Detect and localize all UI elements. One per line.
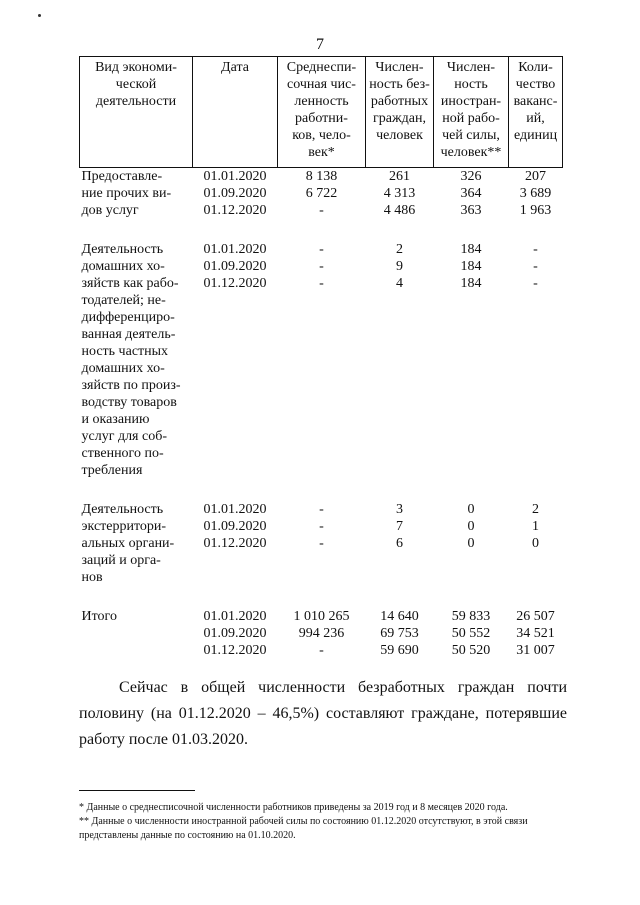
activity-line: дов услуг xyxy=(81,203,139,218)
header-line: человек** xyxy=(440,145,502,160)
unemployed-cell xyxy=(366,501,434,586)
header-line: граждан, xyxy=(373,111,426,126)
foreign-workforce-cell xyxy=(434,168,509,220)
value: 326 xyxy=(460,169,482,184)
value: 14 640 xyxy=(380,609,419,624)
table-row xyxy=(80,241,563,479)
activity-line: ственного по- xyxy=(81,446,164,461)
value: 1 963 xyxy=(519,203,552,218)
activity-line: дифференциро- xyxy=(81,310,175,325)
header-line: человек xyxy=(376,128,423,143)
value: 50 520 xyxy=(451,643,491,658)
value: - xyxy=(319,536,324,551)
group-spacer xyxy=(80,586,563,608)
value: 261 xyxy=(389,169,410,184)
header-line: ков, чело- xyxy=(292,128,351,143)
value: 0 xyxy=(467,502,475,517)
value: 0 xyxy=(467,519,475,534)
value: 2 xyxy=(532,502,539,517)
activity-line: Деятельность xyxy=(81,242,164,257)
value: 59 833 xyxy=(451,609,491,624)
header-line: Дата xyxy=(221,60,249,75)
foreign-workforce-cell xyxy=(434,501,509,586)
table-row xyxy=(80,501,563,586)
unemployed-cell xyxy=(366,241,434,479)
value: - xyxy=(319,519,324,534)
value: 01.09.2020 xyxy=(203,519,267,534)
value: 01.09.2020 xyxy=(203,259,267,274)
activity-line: и оказанию xyxy=(81,412,150,427)
value: 2 xyxy=(396,242,403,257)
header-line: Среднеспи- xyxy=(286,60,357,75)
vacancies-cell xyxy=(509,168,563,220)
header-line: ной рабо- xyxy=(442,111,500,126)
activity-line: экстерритори- xyxy=(81,519,167,534)
header-line: сочная чис- xyxy=(287,77,356,92)
date-cell xyxy=(193,241,278,479)
header-line: ческой xyxy=(115,77,157,92)
vacancies-cell xyxy=(509,608,563,659)
activity-line: тодателей; не- xyxy=(81,293,166,308)
value: 8 138 xyxy=(305,169,338,184)
table-body xyxy=(80,168,563,660)
value: 4 xyxy=(396,276,403,291)
value: 01.01.2020 xyxy=(203,502,267,517)
footnotes xyxy=(79,801,569,843)
value: - xyxy=(319,259,324,274)
foreign-workforce-cell xyxy=(434,241,509,479)
value: 6 xyxy=(396,536,403,551)
value: 01.12.2020 xyxy=(203,643,267,658)
activity-line: нов xyxy=(81,570,103,585)
footnote-1: * Данные о среднесписочной численности работников приведены за 2019 год и 8 месяцев 2020 года. xyxy=(79,802,508,813)
value: 01.12.2020 xyxy=(203,203,267,218)
value: 0 xyxy=(467,536,475,551)
value: 26 507 xyxy=(516,609,555,624)
avg-employees-cell xyxy=(278,241,366,479)
value: 363 xyxy=(460,203,482,218)
table-row xyxy=(80,168,563,220)
footnote-2: ** Данные о численности иностранной рабочей силы по состоянию 01.12.2020 отсутствуют, в этой связи представлены данные по состоянию на 01.10.2020. xyxy=(79,816,528,841)
value: 01.09.2020 xyxy=(203,186,267,201)
activity-line: ние прочих ви- xyxy=(81,186,172,201)
header-line: Коли- xyxy=(518,60,553,75)
header-avg-employees xyxy=(278,57,366,168)
header-unemployed xyxy=(366,57,434,168)
body-paragraph: Сейчас в общей численности безработных граждан почти половину (на 01.12.2020 – 46,5%) составляют граждане, потерявшие работу после 01.03.2020. xyxy=(79,679,567,748)
scan-speck xyxy=(38,14,41,17)
activity-line: требления xyxy=(81,463,143,478)
activity-line: водству товаров xyxy=(81,395,177,410)
activity-line: ность частных xyxy=(81,344,169,359)
value: 1 xyxy=(532,519,539,534)
value: 01.01.2020 xyxy=(203,169,267,184)
activity-line: Предоставле- xyxy=(81,169,163,184)
spacer-cell xyxy=(80,219,563,241)
activity-line: Деятельность xyxy=(81,502,164,517)
value: 184 xyxy=(460,276,482,291)
header-activity xyxy=(80,57,193,168)
value: 1 010 265 xyxy=(293,609,350,624)
header-line: век* xyxy=(308,145,335,160)
value: - xyxy=(533,276,538,291)
value: 50 552 xyxy=(451,626,491,641)
value: 207 xyxy=(525,169,546,184)
header-line: деятельности xyxy=(95,94,177,109)
value: 01.09.2020 xyxy=(203,626,267,641)
header-line: ленность xyxy=(294,94,349,109)
activity-line: зяйств как рабо- xyxy=(81,276,179,291)
value: - xyxy=(533,242,538,257)
value: 01.01.2020 xyxy=(203,609,267,624)
value: - xyxy=(319,643,324,658)
vacancies-cell xyxy=(509,241,563,479)
value: 01.01.2020 xyxy=(203,242,267,257)
header-line: ий, xyxy=(526,111,545,126)
activity-line: заций и орга- xyxy=(81,553,161,568)
header-line: ность без- xyxy=(369,77,430,92)
header-line: работных xyxy=(370,94,429,109)
activity-line: домашних хо- xyxy=(81,361,165,376)
activity-cell xyxy=(80,241,193,479)
value: - xyxy=(319,276,324,291)
header-foreign-workforce xyxy=(434,57,509,168)
header-line: иностран- xyxy=(440,94,502,109)
value: 31 007 xyxy=(516,643,555,658)
table-header-row xyxy=(80,57,563,168)
employment-table xyxy=(79,56,563,659)
value: 59 690 xyxy=(380,643,419,658)
value: - xyxy=(533,259,538,274)
value: 4 313 xyxy=(383,186,416,201)
header-line: единиц xyxy=(513,128,558,143)
value: 184 xyxy=(460,259,482,274)
value: - xyxy=(319,203,324,218)
date-cell xyxy=(193,501,278,586)
value: - xyxy=(319,502,324,517)
value: 6 722 xyxy=(305,186,338,201)
spacer-cell xyxy=(80,586,563,608)
value: 01.12.2020 xyxy=(203,276,267,291)
activity-line: зяйств по произ- xyxy=(81,378,181,393)
activity-line: домашних хо- xyxy=(81,259,165,274)
value: 3 xyxy=(396,502,403,517)
group-spacer xyxy=(80,479,563,501)
header-line: Числен- xyxy=(375,60,424,75)
value: 994 236 xyxy=(298,626,345,641)
group-spacer xyxy=(80,219,563,241)
header-vacancies xyxy=(509,57,563,168)
value: 01.12.2020 xyxy=(203,536,267,551)
spacer-cell xyxy=(80,479,563,501)
vacancies-cell xyxy=(509,501,563,586)
header-line: Числен- xyxy=(446,60,496,75)
activity-line: Итого xyxy=(81,609,117,624)
header-line: Вид экономи- xyxy=(95,60,177,75)
activity-line: услуг для соб- xyxy=(81,429,167,444)
activity-cell xyxy=(80,501,193,586)
value: 34 521 xyxy=(516,626,555,641)
header-line: ваканс- xyxy=(513,94,558,109)
header-line: работни- xyxy=(295,111,348,126)
header-date xyxy=(193,57,278,168)
header-line: чей силы, xyxy=(442,128,500,143)
activity-cell xyxy=(80,608,193,659)
value: 3 689 xyxy=(519,186,552,201)
date-cell xyxy=(193,168,278,220)
unemployed-cell xyxy=(366,608,434,659)
value: - xyxy=(319,242,324,257)
table-row xyxy=(80,608,563,659)
date-cell xyxy=(193,608,278,659)
header-line: чество xyxy=(515,77,556,92)
value: 0 xyxy=(532,536,539,551)
page-number: 7 xyxy=(316,36,324,53)
activity-line: альных органи- xyxy=(81,536,175,551)
value: 364 xyxy=(460,186,482,201)
activity-cell xyxy=(80,168,193,220)
avg-employees-cell xyxy=(278,501,366,586)
value: 69 753 xyxy=(380,626,419,641)
foreign-workforce-cell xyxy=(434,608,509,659)
value: 184 xyxy=(460,242,482,257)
avg-employees-cell xyxy=(278,608,366,659)
unemployed-cell xyxy=(366,168,434,220)
header-line: ность xyxy=(454,77,488,92)
activity-line: ванная деятель- xyxy=(81,327,176,342)
avg-employees-cell xyxy=(278,168,366,220)
value: 9 xyxy=(396,259,403,274)
value: 7 xyxy=(396,519,403,534)
footnote-divider xyxy=(79,790,195,791)
value: 4 486 xyxy=(383,203,416,218)
